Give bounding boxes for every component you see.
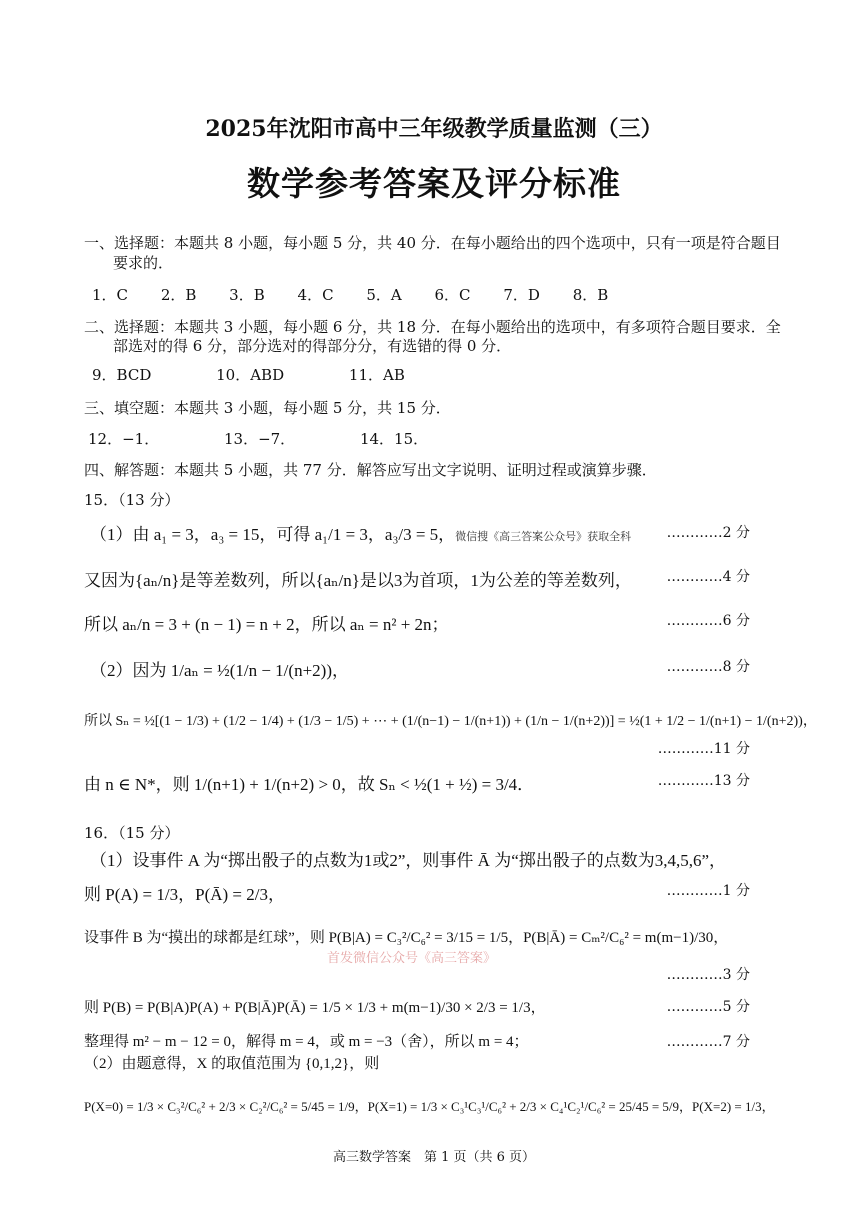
q16-step3-points: …………3 分 [666,967,750,983]
q15-heading: 15．（13 分） [84,491,180,509]
q15-step3-points: …………6 分 [666,613,750,629]
section3-answers [88,428,456,449]
q16-heading: 16．（15 分） [84,824,180,842]
q15-step4: （2）因为 1/aₙ = ½(1/n − 1/(n+2))， [90,661,349,680]
answer-4: 4．C [297,286,334,304]
q16-step6: （2）由题意得，X 的取值范围为 {0,1,2}，则 [84,1056,380,1072]
answer-9: 9．BCD [92,366,152,384]
answer-10: 10．ABD [216,366,285,384]
answer-2: 2．B [160,286,197,304]
exam-title: 2025年沈阳市高中三年级教学质量监测（三） [205,116,663,142]
section1-instructions: 一、选择题：本题共 8 小题，每小题 5 分，共 40 分．在每小题给出的四个选项中，只有一项是符合题目 [84,234,781,252]
answer-1: 1．C [92,286,129,304]
q15-step2-points: …………4 分 [666,569,750,585]
answer-13: 13．−7． [223,430,296,448]
q15-step5: 所以 Sₙ = ½[(1 − 1/3) + (1/2 − 1/4) + (1/3 − 1/5) + ⋯ + (1/(n−1) − 1/(n+1)) + (1/n − 1/(n+2))] = ½(1 + 1/2 − 1/(n+1) − 1/(n+2))， [84,714,817,729]
answer-11: 11．AB [348,366,405,384]
q15-step1-points: …………2 分 [666,525,750,541]
answer-14: 14．15． [359,430,429,448]
q16-step3: 设事件 B 为“摸出的球都是红球”，则 P(B|A) = C₃²/C₆² = 3/15 = 1/5，P(B|Ā) = Cₘ²/C₆² = m(m−1)/30， [84,930,729,946]
answer-5: 5．A [366,286,402,304]
section3-instructions: 三、填空题：本题共 3 小题，每小题 5 分，共 15 分． [84,399,451,417]
q15-step1: （1）由 a₁ = 3，a₃ = 15，可得 a₁/1 = 3，a₃/3 = 5，微信搜《高三答案公众号》获取全科 [90,525,632,544]
watermark: 首发微信公众号《高三答案》 [327,951,497,966]
section1-instructions-cont: 要求的． [113,254,174,272]
q15-step3: 所以 aₙ/n = 3 + (n − 1) = n + 2，所以 aₙ = n² + 2n； [84,615,449,634]
answer-6: 6．C [434,286,471,304]
q16-step2-points: …………1 分 [666,883,750,899]
q15-step2: 又因为{aₙ/n}是等差数列，所以{aₙ/n}是以3为首项，1为公差的等差数列， [84,571,632,590]
answer-3: 3．B [229,286,265,304]
q16-step2: 则 P(A) = 1/3，P(Ā) = 2/3， [84,885,285,904]
section2-instructions-cont: 部选对的得 6 分，部分选对的得部分分，有选错的得 0 分． [113,337,512,355]
q15-step6-points: …………13 分 [657,773,750,789]
q15-step5-points: …………11 分 [657,741,750,757]
q15-step6: 由 n ∈ N*，则 1/(n+1) + 1/(n+2) > 0，故 Sₙ < ½(1 + ½) = 3/4． [84,775,535,794]
section1-answers [92,284,636,305]
answer-7: 7．D [503,286,540,304]
q15-step4-points: …………8 分 [666,659,750,675]
page-footer: 高三数学答案 第 1 页（共 6 页） [332,1150,536,1165]
q16-step5-points: …………7 分 [666,1034,750,1050]
q16-step4-points: …………5 分 [666,999,750,1015]
answer-8: 8．B [572,286,609,304]
q16-step4: 则 P(B) = P(B|A)P(A) + P(B|Ā)P(Ā) = 1/5 × 1/3 + m(m−1)/30 × 2/3 = 1/3， [84,1000,546,1016]
answer-12: 12．−1． [88,430,160,448]
q15-note: 微信搜《高三答案公众号》获取全科 [455,531,632,543]
section2-instructions: 二、选择题：本题共 3 小题，每小题 6 分，共 18 分．在每小题给出的选项中，有多项符合题目要求．全 [84,318,781,336]
q16-step1: （1）设事件 A 为“掷出骰子的点数为1或2”，则事件 Ā 为“掷出骰子的点数为3,4,5,6”， [90,851,727,870]
q16-step7: P(X=0) = 1/3 × C₃²/C₆² + 2/3 × C₂²/C₆² = 5/45 = 1/9，P(X=1) = 1/3 × C₃¹C₃¹/C₆² + 2/3 × C₄¹C₂¹/C₆² = 25/45 = 5/9，P(X=2) = 1/3， [84,1099,775,1114]
section4-instructions: 四、解答题：本题共 5 小题，共 77 分．解答应写出文字说明、证明过程或演算步骤． [84,461,657,479]
section2-answers [92,364,433,385]
answer-key-title: 数学参考答案及评分标准 [247,164,621,203]
q16-step5: 整理得 m² − m − 12 = 0，解得 m = 4，或 m = −3（舍），所以 m = 4； [84,1034,529,1050]
